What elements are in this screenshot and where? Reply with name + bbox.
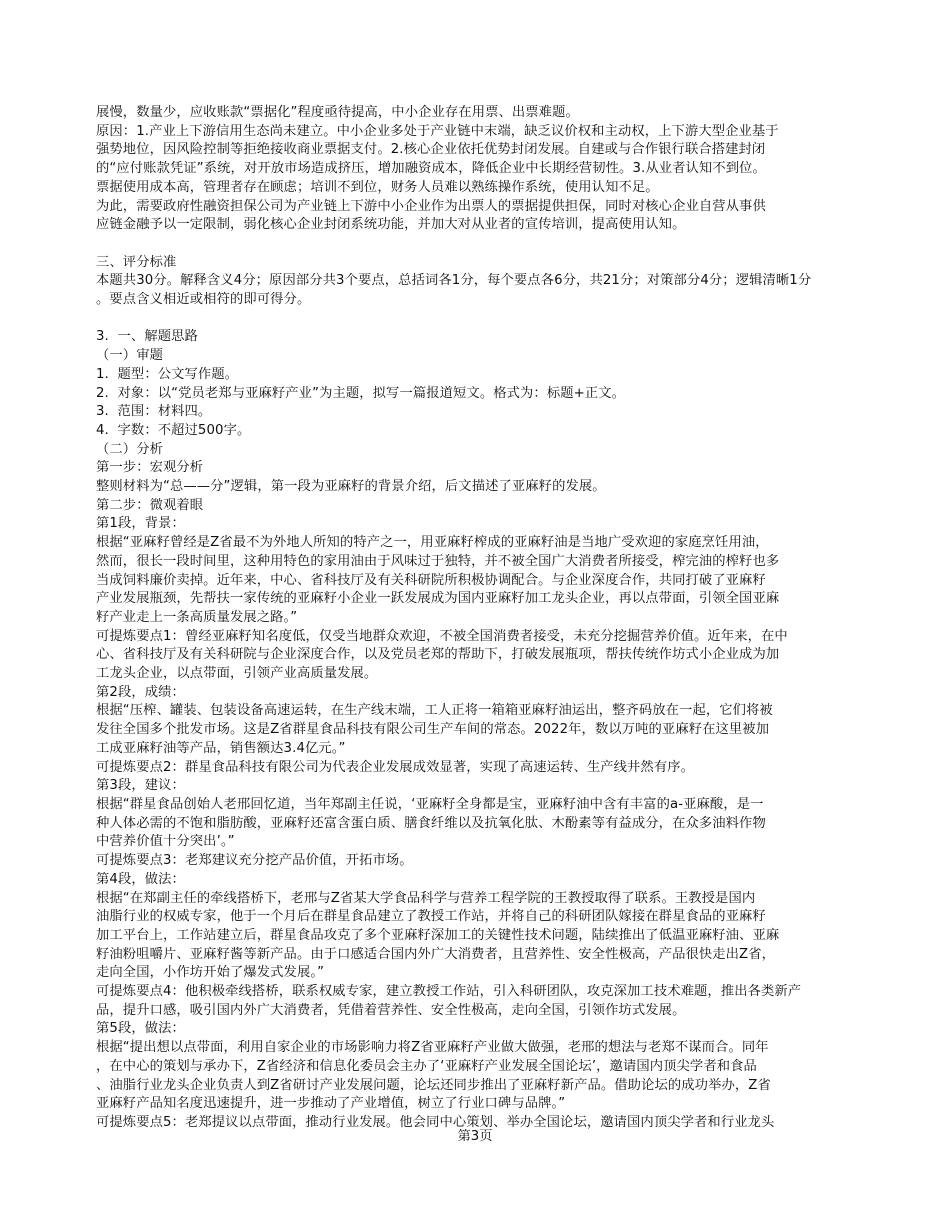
paragraph-title: 第5段，做法： [96, 1021, 185, 1037]
list-item: 3. 范围：材料四。 [96, 404, 212, 420]
text-line: 工成亚麻籽油等产品，销售额达3.4亿元。” [96, 740, 346, 756]
text-line: 根据“群星食品创始人老邢回忆道，当年郑副主任说，‘亚麻籽全身都是宝，亚麻籽油中含有丰富的a-亚麻酸，是一 [96, 796, 764, 812]
text-line: 强势地位，因风险控制等拒绝接收商业票据支付。2.核心企业依托优势封闭发展。自建或与合作银行联合搭建封闭 [96, 142, 766, 158]
text-line: 工龙头企业，以点带面，引领产业高质量发展。 [96, 666, 378, 682]
text-line: 根据“压榨、罐装、包装设备高速运转，在生产线末端，工人正将一箱箱亚麻籽油运出，整齐码放在一起，它们将被 [96, 703, 773, 719]
text-line: 可提炼要点1：曾经亚麻籽知名度低，仅受当地群众欢迎，不被全国消费者接受，未充分挖掘营养价值。近年来，在中 [96, 628, 788, 644]
text-line: 展慢，数量少，应收账款“票据化”程度亟待提高，中小企业存在用票、出票难题。 [96, 105, 579, 120]
paragraph-section [96, 777, 866, 871]
text-line: 可提炼要点4：他积极牵线搭桥，联系权威专家，建立教授工作站，引入科研团队，攻克深加工技术难题，推出各类新产 [96, 984, 802, 1000]
page-number: 第3页 [457, 1129, 493, 1144]
section-heading: 三、评分标准 [96, 254, 177, 270]
paragraph-section [96, 871, 866, 1021]
sub-heading: （一）审题 [96, 348, 163, 364]
text-line: 应链金融予以一定限制，弱化核心企业封闭系统功能，并加大对从业者的宣传培训，提高使用认知。 [96, 217, 686, 233]
text-line: 产业发展瓶颈，先帮扶一家传统的亚麻籽小企业一跃发展成为国内亚麻籽加工龙头企业，再以点带面，引领全国亚麻 [96, 591, 780, 607]
part2-block [96, 104, 866, 235]
text-line: 种人体必需的不饱和脂肪酸，亚麻籽还富含蛋白质、膳食纤维以及抗氧化肽、木酚素等有益成分，在众多油料作物 [96, 815, 766, 831]
text-line: 籽油粉咀嚼片、亚麻籽酱等新产品。由于口感适合国内外广大消费者，且营养性、安全性极高，产品很快走出Z省， [96, 946, 776, 962]
text-line: 品，提升口感，吸引国内外广大消费者，凭借着营养性、安全性极高，走向全国，引领作坊式发展。 [96, 1002, 686, 1018]
text-line: 当成饲料廉价卖掉。近年来，中心、省科技厅及有关科研院所积极协调配合。与企业深度合作，共同打破了亚麻籽 [96, 572, 766, 588]
text-line: 本题共30分。解释含义4分；原因部分共3个要点，总括词各1分，每个要点各6分，共21分；对策部分4分；逻辑清晰1分 [96, 273, 812, 289]
text-line: 原因：1.产业上下游信用生态尚未建立。中小企业多处于产业链中末端，缺乏议价权和主动权，上下游大型企业基于 [96, 123, 779, 139]
scoring-block [96, 254, 866, 310]
text-line: 然而，很长一段时间里，这种用特色的家用油由于风味过于独特，并不被全国广大消费者所接受，榨完油的榨籽也多 [96, 553, 780, 569]
step-heading: 第一步：宏观分析 [96, 460, 204, 476]
sub-heading: （二）分析 [96, 441, 163, 457]
text-line: 为此，需要政府性融资担保公司为产业链上下游中小企业作为出票人的票据提供担保，同时对核心企业自营从事供 [96, 198, 766, 214]
paragraph-title: 第4段，做法： [96, 871, 185, 887]
text-line: 。要点含义相近或相符的即可得分。 [96, 292, 311, 308]
text-line: 亚麻籽产品知名度迅速提升，进一步推动了产业增值，树立了行业口碑与品牌。” [96, 1096, 566, 1112]
paragraph-title: 第3段，建议： [96, 778, 185, 794]
text-line: 根据“在郑副主任的牵线搭桥下，老邢与Z省某大学食品科学与营养工程学院的王教授取得了联系。王教授是国内 [96, 890, 756, 906]
text-line: 、油脂行业龙头企业负责人到Z省研讨产业发展问题，论坛还同步推出了亚麻籽新产品。借助论坛的成功举办，Z省 [96, 1077, 771, 1093]
text-line: 可提炼要点2：群星食品科技有限公司为代表企业发展成效显著，实现了高速运转、生产线井然有序。 [96, 759, 695, 775]
text-line: 票据使用成本高，管理者存在顾虑；培训不到位，财务人员难以熟练操作系统，使用认知不足。 [96, 179, 659, 195]
text-line: 可提炼要点5：老郑提议以点带面，推动行业发展。他会同中心策划、举办全国论坛，邀请国内顶尖学者和行业龙头 [96, 1114, 775, 1130]
text-line: 籽产业走上一条高质量发展之路。” [96, 609, 298, 625]
text-line: 可提炼要点3：老郑建议充分挖产品价值，开拓市场。 [96, 853, 413, 869]
text-line: 心、省科技厅及有关科研院与企业深度合作，以及党员老郑的帮助下，打破发展瓶项，帮扶传统作坊式小企业成为加 [96, 647, 780, 663]
question3-block [96, 328, 866, 1132]
paragraph-title: 第2段，成绩： [96, 684, 185, 700]
step-heading: 第二步：微观着眼 [96, 497, 204, 513]
text-line: 根据“亚麻籽曾经是Z省最不为外地人所知的特产之一，用亚麻籽榨成的亚麻籽油是当地广受欢迎的家庭烹饪用油， [96, 535, 769, 551]
paragraph-section [96, 515, 866, 683]
text-line: 油脂行业的权威专家，他于一个月后在群星食品建立了教授工作站，并将自己的科研团队嫁接在群星食品的亚麻籽 [96, 909, 766, 925]
text-line: 的“应付账款凭证”系统，对开放市场造成挤压，增加融资成本，降低企业中长期经营韧性。3.从业者认知不到位。 [96, 161, 766, 177]
question-heading: 3. 一、解题思路 [96, 329, 198, 345]
text-line: 中营养价值十分突出’。” [96, 834, 235, 850]
document-page [96, 104, 866, 1133]
text-line: 整则材料为“总——分”逻辑，第一段为亚麻籽的背景介绍，后文描述了亚麻籽的发展。 [96, 479, 606, 495]
list-item: 2. 对象：以“党员老郑与亚麻籽产业”为主题，拟写一篇报道短文。格式为：标题+正文。 [96, 385, 626, 401]
text-line: 发往全国多个批发市场。这是Z省群星食品科技有限公司生产车间的常态。2022年，数以万吨的亚麻籽在这里被加 [96, 722, 770, 738]
paragraph-title: 第1段，背景： [96, 516, 185, 532]
list-item: 4. 字数：不超过500字。 [96, 422, 251, 438]
paragraph-section [96, 1020, 866, 1132]
text-line: 走向全国，小作坊开始了爆发式发展。” [96, 965, 325, 981]
text-line: 根据“提出想以点带面，利用自家企业的市场影响力将Z省亚麻籽产业做大做强，老邢的想法与老郑不谋而合。同年 [96, 1040, 769, 1056]
text-line: ，在中心的策划与承办下，Z省经济和信息化委员会主办了‘亚麻籽产业发展全国论坛’，邀请国内顶尖学者和食品 [96, 1058, 757, 1074]
list-item: 1. 题型：公文写作题。 [96, 366, 239, 382]
paragraph-section [96, 684, 866, 778]
text-line: 加工平台上，工作站建立后，群星食品攻克了多个亚麻籽深加工的关键性技术问题，陆续推出了低温亚麻籽油、亚麻 [96, 927, 780, 943]
